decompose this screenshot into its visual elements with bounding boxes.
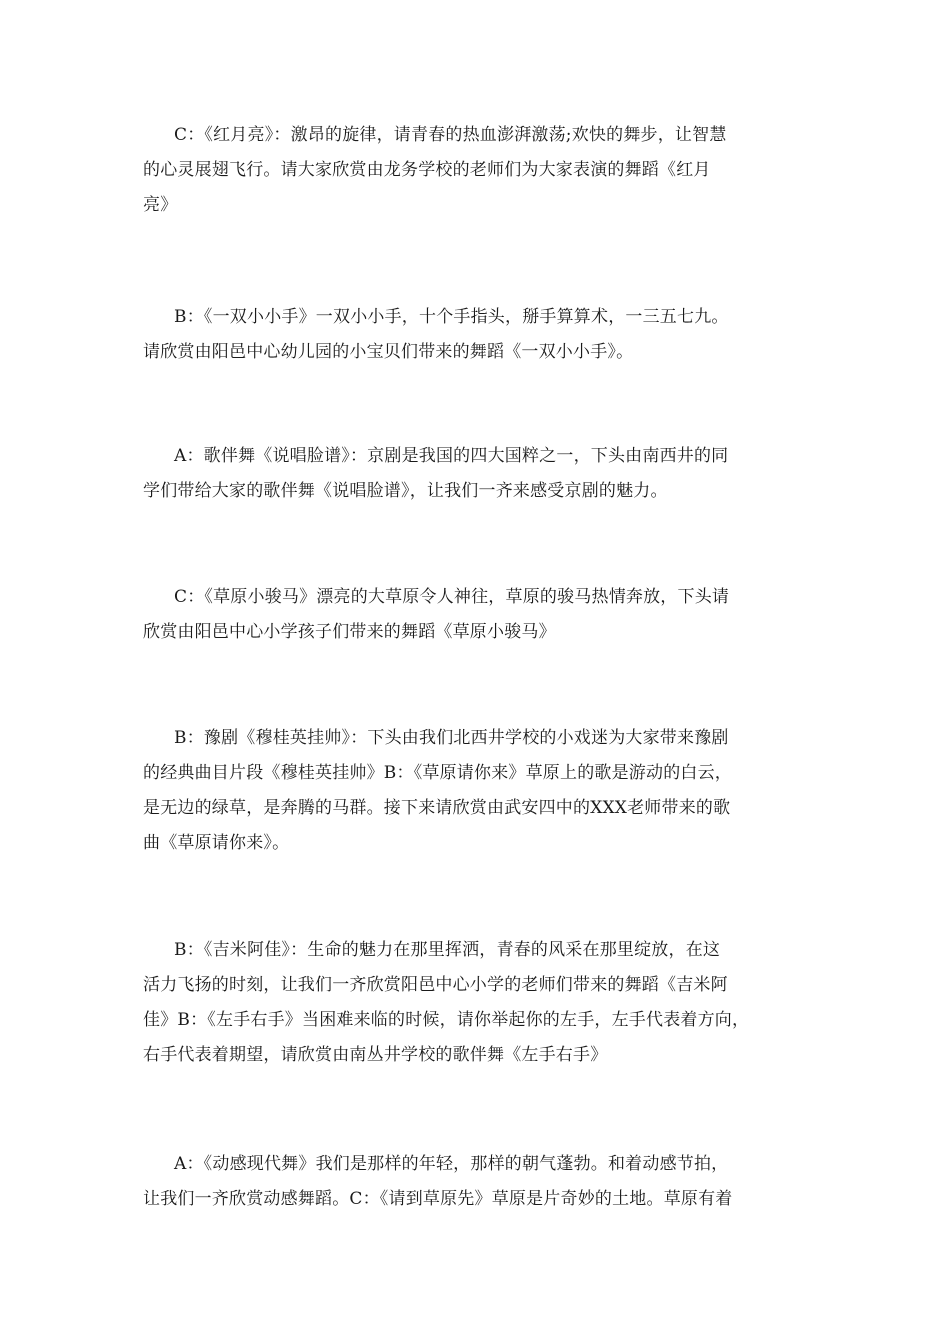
text-line: C：《红月亮》：激昂的旋律，请青春的热血澎湃激荡;欢快的舞步，让智慧 <box>174 125 727 145</box>
text-line: 欣赏由阳邑中心小学孩子们带来的舞蹈《草原小骏马》 <box>143 622 556 642</box>
text-line: 亮》 <box>143 195 178 215</box>
paragraph-red-moon <box>143 118 823 223</box>
paragraph-little-hands <box>143 300 823 370</box>
text-line: B：豫剧《穆桂英挂帅》：下头由我们北西井学校的小戏迷为大家带来豫剧 <box>174 728 729 748</box>
text-line: C：《草原小骏马》漂亮的大草原令人神往，草原的骏马热情奔放，下头请 <box>174 587 730 607</box>
text-line: 请欣赏由阳邑中心幼儿园的小宝贝们带来的舞蹈《一双小小手》。 <box>143 342 634 362</box>
text-line: A：《动感现代舞》我们是那样的年轻，那样的朝气蓬勃。和着动感节拍， <box>174 1154 729 1174</box>
text-line: 右手代表着期望，请欣赏由南丛井学校的歌伴舞《左手右手》 <box>143 1045 608 1065</box>
text-line: A：歌伴舞《说唱脸谱》：京剧是我国的四大国粹之一，下头由南西井的同 <box>174 446 729 466</box>
text-line: 活力飞扬的时刻，让我们一齐欣赏阳邑中心小学的老师们带来的舞蹈《吉米阿 <box>143 975 728 995</box>
paragraph-jimi-ajia <box>143 933 823 1073</box>
text-line: 学们带给大家的歌伴舞《说唱脸谱》，让我们一齐来感受京剧的魅力。 <box>143 481 668 501</box>
text-line: 曲《草原请你来》。 <box>143 833 290 853</box>
paragraph-modern-dance <box>143 1147 823 1217</box>
text-line: B：《吉米阿佳》：生命的魅力在那里挥洒，青春的风采在那里绽放，在这 <box>174 940 721 960</box>
text-line: B：《一双小小手》一双小小手，十个手指头，掰手算算术，一三五七九。 <box>174 307 729 327</box>
paragraph-grassland-pony <box>143 580 823 650</box>
text-line: 的经典曲目片段《穆桂英挂帅》B：《草原请你来》草原上的歌是游动的白云， <box>143 763 732 783</box>
text-line: 佳》B：《左手右手》当困难来临的时候，请你举起你的左手，左手代表着方向， <box>143 1010 750 1030</box>
paragraph-opera-masks <box>143 439 823 509</box>
text-line: 的心灵展翅飞行。请大家欣赏由龙务学校的老师们为大家表演的舞蹈《红月 <box>143 160 711 180</box>
text-line: 是无边的绿草，是奔腾的马群。接下来请欣赏由武安四中的XXX老师带来的歌 <box>143 798 731 818</box>
paragraph-mu-guiying <box>143 721 823 861</box>
text-line: 让我们一齐欣赏动感舞蹈。C：《请到草原先》草原是片奇妙的土地。草原有着 <box>143 1189 733 1209</box>
